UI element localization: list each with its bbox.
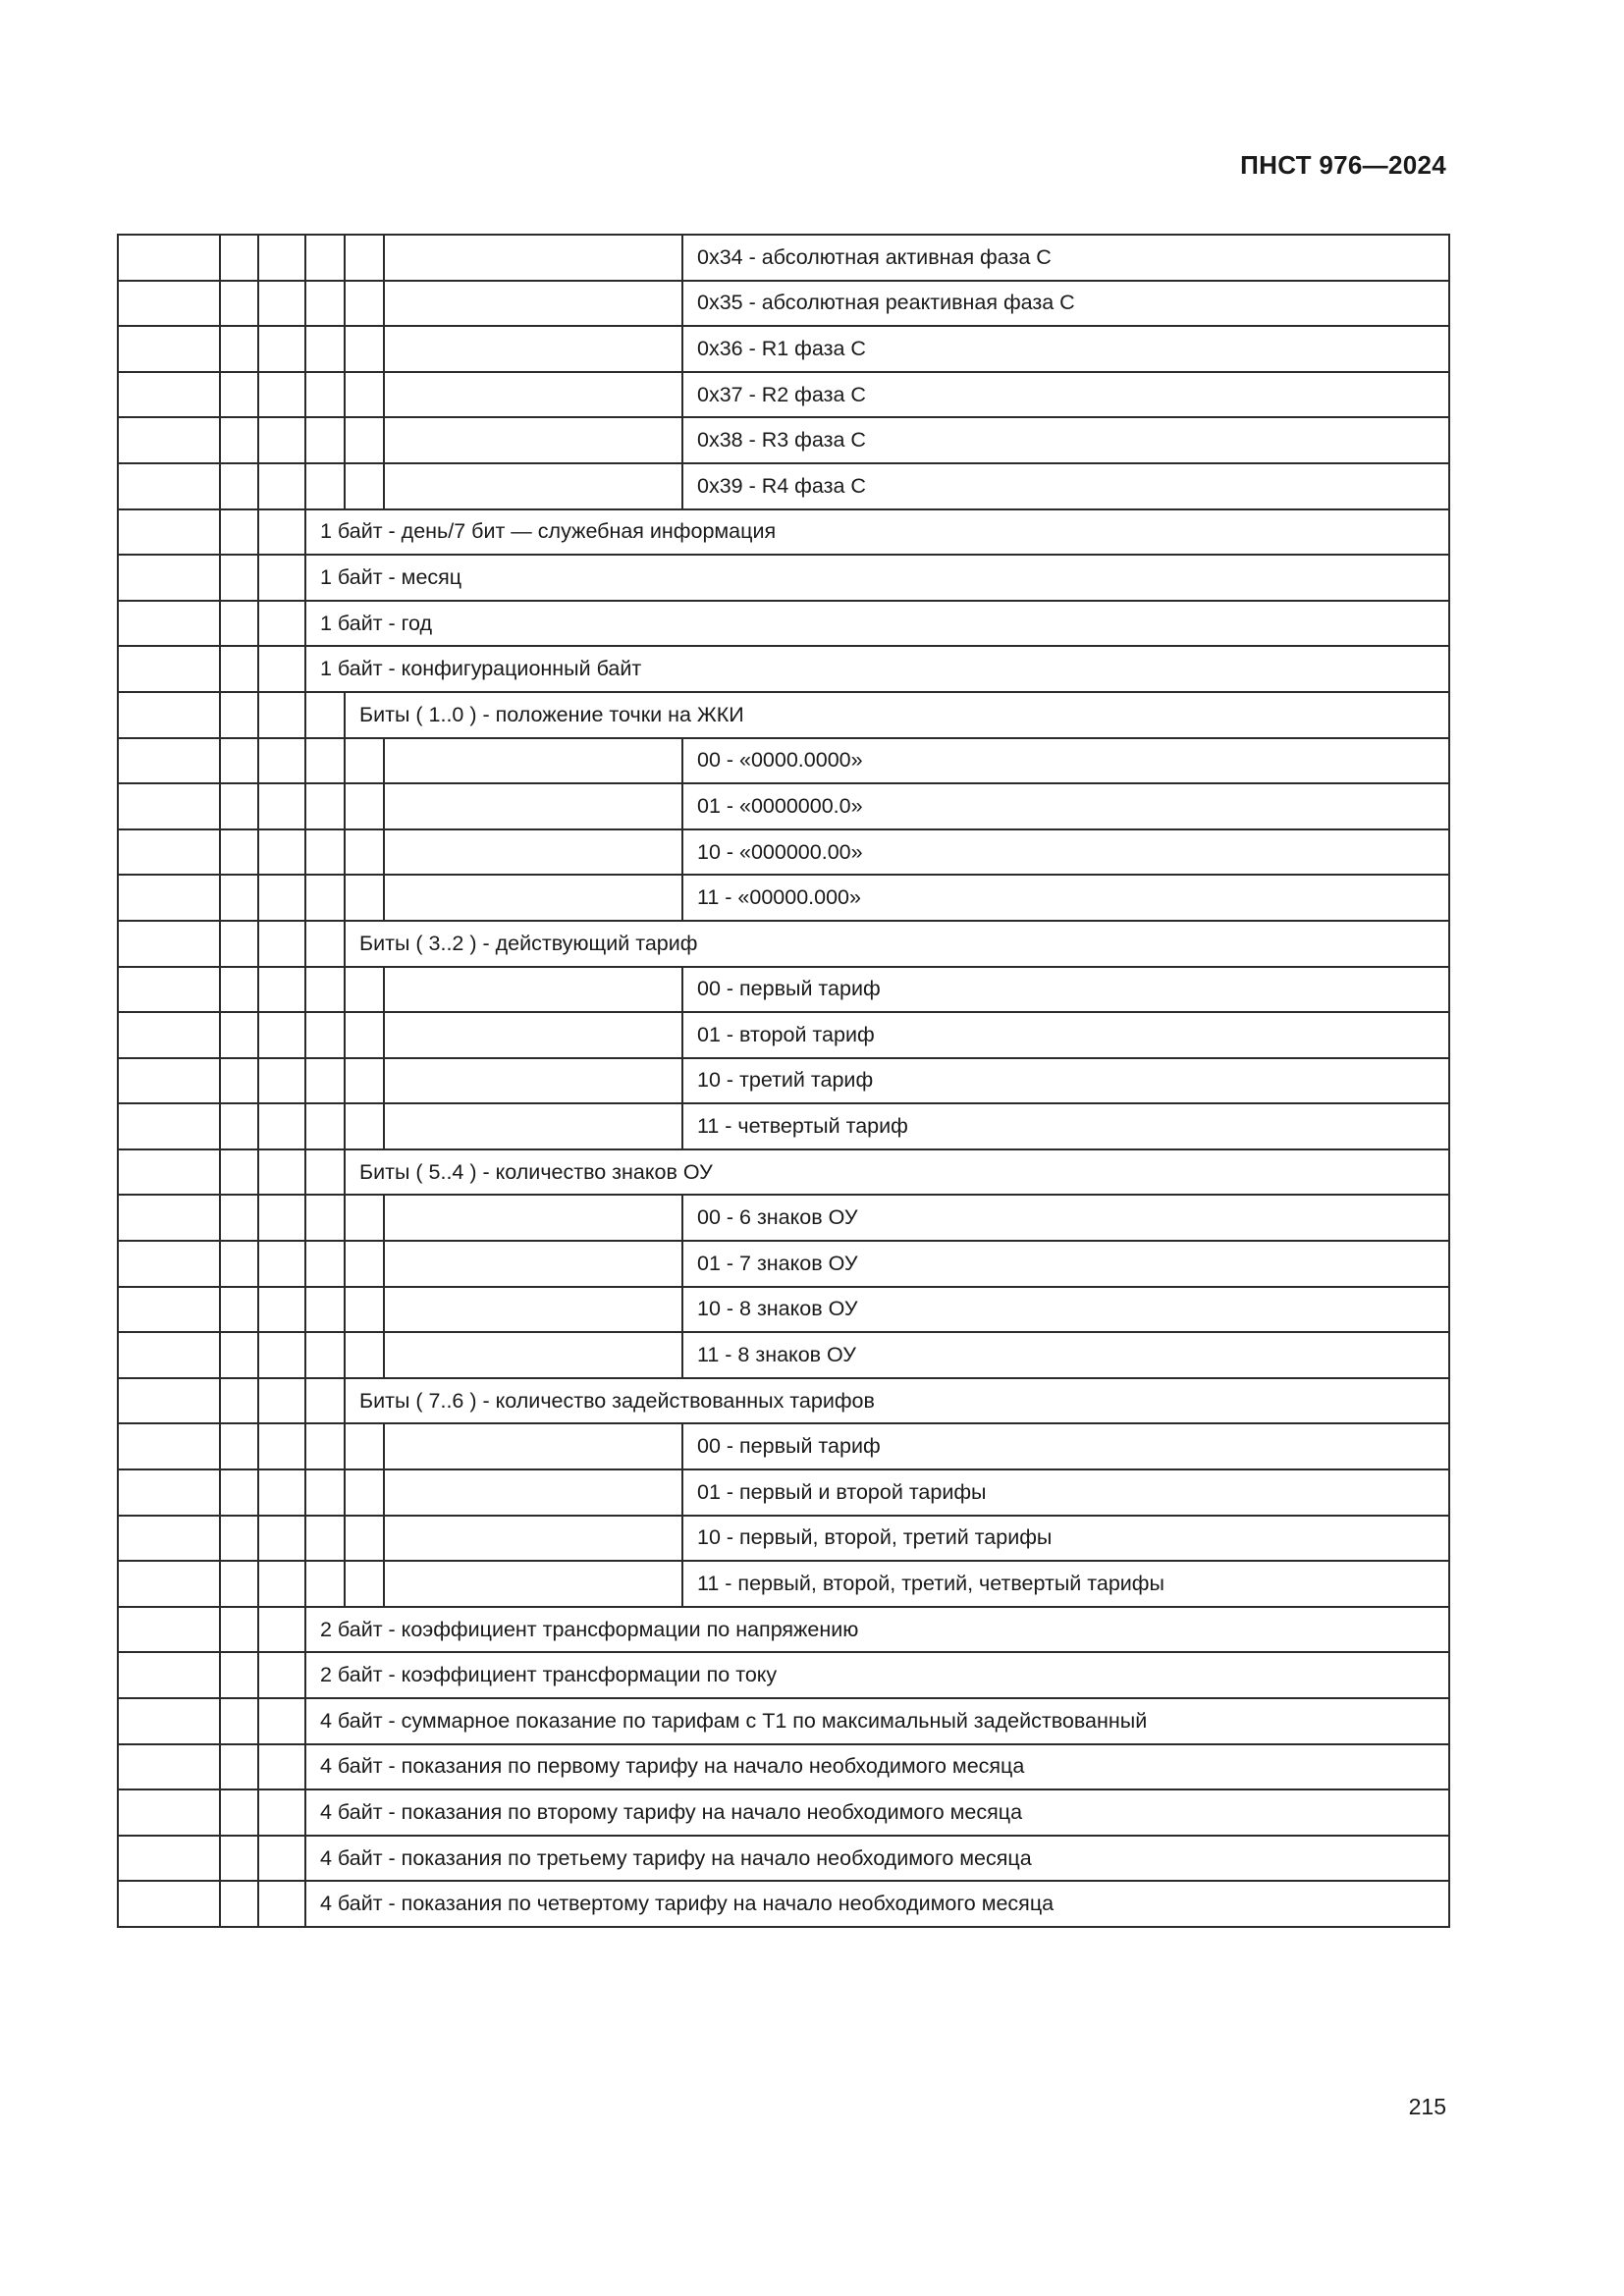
empty-cell [345, 1287, 384, 1333]
row-description: Биты ( 5..4 ) - количество знаков ОУ [345, 1149, 1449, 1196]
row-description: 11 - «00000.000» [682, 875, 1449, 921]
row-description: 10 - 8 знаков ОУ [682, 1287, 1449, 1333]
row-description: 11 - 8 знаков ОУ [682, 1332, 1449, 1378]
empty-cell [220, 783, 258, 829]
field-row [118, 1652, 1449, 1698]
empty-cell [118, 1652, 220, 1698]
row-description: 01 - 7 знаков ОУ [682, 1241, 1449, 1287]
empty-cell [220, 1149, 258, 1196]
empty-cell [258, 1378, 305, 1424]
empty-cell [258, 692, 305, 738]
row-description: 2 байт - коэффициент трансформации по току [305, 1652, 1449, 1698]
empty-cell [345, 1012, 384, 1058]
option-row [118, 1469, 1449, 1516]
empty-cell [258, 463, 305, 509]
empty-cell [220, 555, 258, 601]
empty-cell [345, 1469, 384, 1516]
empty-cell [384, 738, 682, 784]
empty-cell [258, 1149, 305, 1196]
row-description: Биты ( 3..2 ) - действующий тариф [345, 921, 1449, 967]
empty-cell [258, 1469, 305, 1516]
empty-cell [305, 1058, 345, 1104]
value-row [118, 463, 1449, 509]
empty-cell [220, 1058, 258, 1104]
empty-cell [258, 1423, 305, 1469]
empty-cell [345, 967, 384, 1013]
option-row [118, 1516, 1449, 1562]
empty-cell [305, 967, 345, 1013]
row-description: 01 - «0000000.0» [682, 783, 1449, 829]
empty-cell [220, 921, 258, 967]
empty-cell [384, 1195, 682, 1241]
empty-cell [258, 967, 305, 1013]
empty-cell [220, 1881, 258, 1927]
empty-cell [118, 1378, 220, 1424]
empty-cell [258, 372, 305, 418]
empty-cell [220, 509, 258, 556]
empty-cell [305, 1332, 345, 1378]
empty-cell [345, 1241, 384, 1287]
empty-cell [118, 235, 220, 281]
empty-cell [118, 417, 220, 463]
empty-cell [258, 829, 305, 876]
row-description: 0x37 - R2 фаза С [682, 372, 1449, 418]
empty-cell [384, 463, 682, 509]
empty-cell [384, 875, 682, 921]
empty-cell [258, 1561, 305, 1607]
empty-cell [384, 1469, 682, 1516]
empty-cell [118, 281, 220, 327]
empty-cell [220, 601, 258, 647]
empty-cell [345, 417, 384, 463]
page-number: 215 [1408, 2094, 1446, 2119]
empty-cell [345, 1332, 384, 1378]
empty-cell [258, 555, 305, 601]
value-row [118, 281, 1449, 327]
empty-cell [384, 1241, 682, 1287]
empty-cell [258, 1744, 305, 1790]
row-description: 10 - «000000.00» [682, 829, 1449, 876]
empty-cell [220, 1836, 258, 1882]
empty-cell [220, 1516, 258, 1562]
empty-cell [345, 1058, 384, 1104]
option-row [118, 1103, 1449, 1149]
row-description: 0x39 - R4 фаза С [682, 463, 1449, 509]
option-row [118, 738, 1449, 784]
empty-cell [118, 1149, 220, 1196]
empty-cell [305, 829, 345, 876]
row-description: 10 - третий тариф [682, 1058, 1449, 1104]
row-description: 1 байт - день/7 бит — служебная информация [305, 509, 1449, 556]
empty-cell [305, 783, 345, 829]
empty-cell [220, 829, 258, 876]
empty-cell [118, 1561, 220, 1607]
protocol-table [117, 234, 1450, 1928]
empty-cell [258, 1836, 305, 1882]
empty-cell [118, 1332, 220, 1378]
bits-row [118, 1378, 1449, 1424]
option-row [118, 1287, 1449, 1333]
empty-cell [384, 235, 682, 281]
empty-cell [345, 463, 384, 509]
row-description: 4 байт - показания по второму тарифу на начало необходимого месяца [305, 1789, 1449, 1836]
empty-cell [220, 1607, 258, 1653]
empty-cell [305, 1103, 345, 1149]
row-description: Биты ( 7..6 ) - количество задействованных тарифов [345, 1378, 1449, 1424]
empty-cell [220, 1423, 258, 1469]
empty-cell [305, 1423, 345, 1469]
empty-cell [258, 1103, 305, 1149]
row-description: 11 - четвертый тариф [682, 1103, 1449, 1149]
empty-cell [384, 281, 682, 327]
empty-cell [305, 1516, 345, 1562]
field-row [118, 1881, 1449, 1927]
empty-cell [345, 1516, 384, 1562]
row-description: 01 - первый и второй тарифы [682, 1469, 1449, 1516]
empty-cell [258, 921, 305, 967]
document-code: ПНСТ 976—2024 [1240, 150, 1446, 180]
empty-cell [305, 1378, 345, 1424]
field-row [118, 1789, 1449, 1836]
empty-cell [258, 281, 305, 327]
row-description: 0x36 - R1 фаза С [682, 326, 1449, 372]
row-description: 4 байт - суммарное показание по тарифам с Т1 по максимальный задействованный [305, 1698, 1449, 1744]
empty-cell [118, 1103, 220, 1149]
empty-cell [384, 1103, 682, 1149]
empty-cell [258, 1516, 305, 1562]
empty-cell [258, 1607, 305, 1653]
empty-cell [220, 326, 258, 372]
empty-cell [118, 1012, 220, 1058]
empty-cell [220, 692, 258, 738]
row-description: 4 байт - показания по четвертому тарифу на начало необходимого месяца [305, 1881, 1449, 1927]
empty-cell [258, 509, 305, 556]
empty-cell [118, 601, 220, 647]
empty-cell [345, 372, 384, 418]
empty-cell [220, 372, 258, 418]
empty-cell [345, 829, 384, 876]
empty-cell [258, 646, 305, 692]
field-row [118, 646, 1449, 692]
empty-cell [258, 738, 305, 784]
row-description: 00 - первый тариф [682, 1423, 1449, 1469]
empty-cell [220, 1789, 258, 1836]
empty-cell [258, 1332, 305, 1378]
empty-cell [345, 738, 384, 784]
empty-cell [345, 1561, 384, 1607]
empty-cell [118, 783, 220, 829]
row-description: 00 - первый тариф [682, 967, 1449, 1013]
value-row [118, 235, 1449, 281]
empty-cell [118, 1607, 220, 1653]
empty-cell [305, 692, 345, 738]
empty-cell [384, 1516, 682, 1562]
empty-cell [258, 601, 305, 647]
empty-cell [258, 875, 305, 921]
empty-cell [305, 1287, 345, 1333]
empty-cell [305, 1149, 345, 1196]
row-description: 1 байт - год [305, 601, 1449, 647]
option-row [118, 829, 1449, 876]
empty-cell [305, 372, 345, 418]
empty-cell [118, 509, 220, 556]
empty-cell [258, 783, 305, 829]
empty-cell [258, 326, 305, 372]
row-description: 00 - «0000.0000» [682, 738, 1449, 784]
value-row [118, 372, 1449, 418]
empty-cell [118, 1789, 220, 1836]
empty-cell [384, 1012, 682, 1058]
option-row [118, 1332, 1449, 1378]
option-row [118, 1012, 1449, 1058]
option-row [118, 783, 1449, 829]
option-row [118, 1058, 1449, 1104]
row-description: 1 байт - месяц [305, 555, 1449, 601]
empty-cell [345, 1423, 384, 1469]
row-description: Биты ( 1..0 ) - положение точки на ЖКИ [345, 692, 1449, 738]
empty-cell [258, 1012, 305, 1058]
row-description: 0x38 - R3 фаза С [682, 417, 1449, 463]
empty-cell [118, 1469, 220, 1516]
empty-cell [258, 1698, 305, 1744]
empty-cell [118, 463, 220, 509]
empty-cell [220, 1332, 258, 1378]
option-row [118, 1423, 1449, 1469]
empty-cell [384, 1332, 682, 1378]
field-row [118, 555, 1449, 601]
empty-cell [258, 1058, 305, 1104]
empty-cell [118, 1516, 220, 1562]
empty-cell [258, 1287, 305, 1333]
empty-cell [384, 1423, 682, 1469]
empty-cell [345, 875, 384, 921]
empty-cell [305, 921, 345, 967]
row-description: 1 байт - конфигурационный байт [305, 646, 1449, 692]
empty-cell [118, 1058, 220, 1104]
empty-cell [305, 235, 345, 281]
empty-cell [118, 1423, 220, 1469]
empty-cell [220, 281, 258, 327]
protocol-table-body [118, 235, 1449, 1927]
row-description: 01 - второй тариф [682, 1012, 1449, 1058]
empty-cell [118, 738, 220, 784]
empty-cell [345, 281, 384, 327]
empty-cell [118, 1698, 220, 1744]
empty-cell [220, 235, 258, 281]
empty-cell [118, 326, 220, 372]
empty-cell [118, 967, 220, 1013]
option-row [118, 1241, 1449, 1287]
empty-cell [305, 1195, 345, 1241]
empty-cell [118, 372, 220, 418]
row-description: 10 - первый, второй, третий тарифы [682, 1516, 1449, 1562]
option-row [118, 875, 1449, 921]
empty-cell [220, 1652, 258, 1698]
empty-cell [384, 1561, 682, 1607]
empty-cell [305, 738, 345, 784]
empty-cell [258, 1652, 305, 1698]
empty-cell [258, 1195, 305, 1241]
empty-cell [384, 1058, 682, 1104]
empty-cell [258, 1789, 305, 1836]
empty-cell [220, 417, 258, 463]
empty-cell [220, 1287, 258, 1333]
empty-cell [220, 1744, 258, 1790]
bits-row [118, 921, 1449, 967]
empty-cell [220, 1195, 258, 1241]
empty-cell [384, 967, 682, 1013]
value-row [118, 326, 1449, 372]
empty-cell [220, 1012, 258, 1058]
empty-cell [258, 1241, 305, 1287]
empty-cell [305, 417, 345, 463]
empty-cell [305, 281, 345, 327]
empty-cell [118, 1881, 220, 1927]
empty-cell [118, 555, 220, 601]
empty-cell [258, 1881, 305, 1927]
row-description: 00 - 6 знаков ОУ [682, 1195, 1449, 1241]
empty-cell [220, 1103, 258, 1149]
row-description: 0x34 - абсолютная активная фаза С [682, 235, 1449, 281]
field-row [118, 1744, 1449, 1790]
empty-cell [305, 1241, 345, 1287]
option-row [118, 967, 1449, 1013]
empty-cell [345, 1195, 384, 1241]
empty-cell [345, 326, 384, 372]
empty-cell [384, 783, 682, 829]
value-row [118, 417, 1449, 463]
row-description: 11 - первый, второй, третий, четвертый тарифы [682, 1561, 1449, 1607]
empty-cell [345, 235, 384, 281]
empty-cell [118, 692, 220, 738]
option-row [118, 1561, 1449, 1607]
empty-cell [118, 646, 220, 692]
empty-cell [118, 1195, 220, 1241]
empty-cell [220, 1469, 258, 1516]
empty-cell [384, 417, 682, 463]
empty-cell [345, 1103, 384, 1149]
empty-cell [384, 372, 682, 418]
empty-cell [220, 967, 258, 1013]
bits-row [118, 692, 1449, 738]
empty-cell [305, 1561, 345, 1607]
field-row [118, 509, 1449, 556]
field-row [118, 601, 1449, 647]
option-row [118, 1195, 1449, 1241]
empty-cell [384, 1287, 682, 1333]
empty-cell [305, 463, 345, 509]
empty-cell [118, 1836, 220, 1882]
row-description: 2 байт - коэффициент трансформации по напряжению [305, 1607, 1449, 1653]
row-description: 4 байт - показания по первому тарифу на начало необходимого месяца [305, 1744, 1449, 1790]
empty-cell [258, 417, 305, 463]
empty-cell [220, 1698, 258, 1744]
empty-cell [118, 1241, 220, 1287]
empty-cell [220, 1378, 258, 1424]
empty-cell [258, 235, 305, 281]
empty-cell [220, 463, 258, 509]
field-row [118, 1607, 1449, 1653]
empty-cell [305, 1469, 345, 1516]
empty-cell [305, 875, 345, 921]
empty-cell [220, 875, 258, 921]
empty-cell [118, 1744, 220, 1790]
row-description: 0x35 - абсолютная реактивная фаза С [682, 281, 1449, 327]
empty-cell [305, 326, 345, 372]
field-row [118, 1836, 1449, 1882]
empty-cell [220, 646, 258, 692]
empty-cell [118, 875, 220, 921]
empty-cell [118, 1287, 220, 1333]
empty-cell [384, 829, 682, 876]
empty-cell [384, 326, 682, 372]
empty-cell [220, 1241, 258, 1287]
empty-cell [118, 921, 220, 967]
bits-row [118, 1149, 1449, 1196]
empty-cell [220, 738, 258, 784]
field-row [118, 1698, 1449, 1744]
empty-cell [118, 829, 220, 876]
row-description: 4 байт - показания по третьему тарифу на начало необходимого месяца [305, 1836, 1449, 1882]
empty-cell [345, 783, 384, 829]
empty-cell [220, 1561, 258, 1607]
empty-cell [305, 1012, 345, 1058]
